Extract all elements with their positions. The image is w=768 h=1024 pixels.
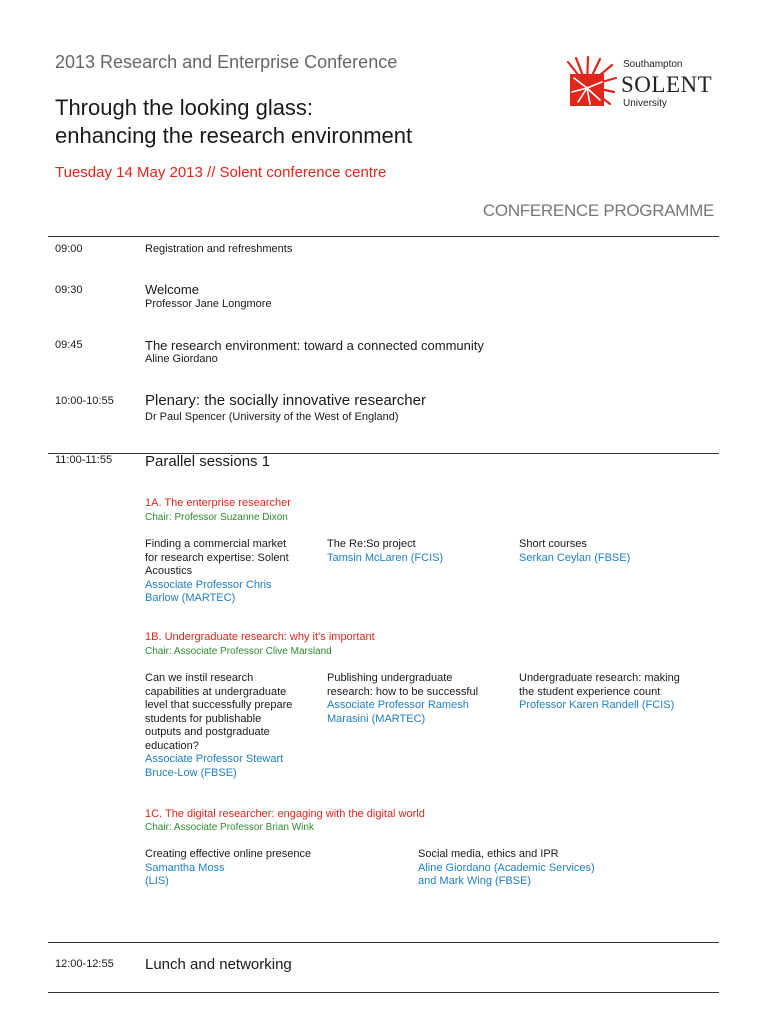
schedule-time: 09:00 — [55, 243, 83, 255]
session-item — [327, 672, 512, 726]
university-logo-icon — [566, 56, 618, 108]
session-item — [145, 538, 320, 606]
session-title-line: Short courses — [519, 538, 587, 550]
title-line-1: Through the looking glass: — [55, 95, 314, 120]
logo-text-southampton: Southampton — [623, 59, 683, 70]
session-title-line: Undergraduate research: making — [519, 672, 680, 684]
session-speaker: Samantha Moss — [145, 861, 225, 874]
programme-heading: CONFERENCE PROGRAMME — [482, 201, 714, 220]
session-speaker: Serkan Ceylan (FBSE) — [519, 551, 631, 564]
session-item — [519, 672, 719, 713]
schedule-time: 09:30 — [55, 284, 83, 296]
session-speaker: Barlow (MARTEC) — [145, 592, 236, 604]
track-chair: Chair: Associate Professor Brian Wink — [145, 822, 314, 833]
session-title-line: level that successfully prepare — [145, 699, 293, 711]
session-speaker: Aline Giordano (Academic Services) — [418, 861, 595, 874]
track-chair: Chair: Associate Professor Clive Marsland — [145, 646, 332, 657]
schedule-title: Parallel sessions 1 — [145, 453, 271, 470]
session-speaker: Tamsin McLaren (FCIS) — [327, 551, 444, 564]
schedule-speaker: Professor Jane Longmore — [145, 298, 272, 310]
divider — [48, 236, 719, 237]
title-line-2: enhancing the research environment — [55, 123, 413, 148]
track-title: 1C. The digital researcher: engaging with the digital world — [145, 808, 425, 820]
session-title-line: Can we instil research — [145, 672, 254, 684]
session-title-line: for research expertise: Solent — [145, 551, 289, 564]
schedule-time: 10:00-10:55 — [55, 395, 114, 407]
session-item — [145, 672, 323, 780]
session-title-line: Finding a commercial market — [145, 538, 287, 550]
session-speaker: and Mark Wing (FBSE) — [418, 875, 532, 887]
session-speaker: Professor Karen Randell (FCIS) — [519, 699, 675, 711]
session-title-line: research: how to be successful — [327, 685, 479, 698]
schedule-time: 09:45 — [55, 339, 83, 351]
track-title: 1B. Undergraduate research: why it’s important — [145, 631, 375, 643]
schedule-title: The research environment: toward a connected community — [145, 338, 484, 353]
session-title-line: capabilities at undergraduate — [145, 685, 287, 698]
schedule-time: 12:00-12:55 — [55, 958, 114, 970]
schedule-title: Welcome — [145, 282, 199, 297]
session-title-line: outputs and postgraduate — [145, 726, 270, 738]
session-title-line: Publishing undergraduate — [327, 672, 453, 684]
session-title-line: students for publishable — [145, 712, 262, 725]
session-item — [519, 538, 709, 565]
schedule-speaker: Dr Paul Spencer (University of the West of England) — [145, 411, 399, 423]
session-title-line: education? — [145, 739, 199, 752]
session-item — [418, 848, 678, 889]
track-chair: Chair: Professor Suzanne Dixon — [145, 512, 288, 523]
session-item — [327, 538, 512, 565]
session-speaker: Associate Professor Chris — [145, 578, 272, 591]
schedule-title: Lunch and networking — [145, 956, 292, 973]
divider — [48, 942, 719, 943]
session-item — [145, 848, 405, 889]
schedule-speaker: Aline Giordano — [145, 353, 218, 365]
date-venue: Tuesday 14 May 2013 // Solent conference centre — [55, 164, 387, 181]
session-title-line: the student experience count — [519, 685, 661, 698]
session-speaker: (LIS) — [145, 875, 169, 887]
conference-name: 2013 Research and Enterprise Conference — [55, 52, 398, 72]
schedule-time: 11:00-11:55 — [55, 454, 113, 466]
session-speaker: Marasini (MARTEC) — [327, 712, 426, 725]
session-speaker: Associate Professor Stewart — [145, 753, 284, 765]
logo-text-university: University — [623, 98, 667, 109]
session-speaker: Associate Professor Ramesh — [327, 699, 469, 711]
session-speaker: Bruce-Low (FBSE) — [145, 766, 237, 779]
session-title-line: Social media, ethics and IPR — [418, 848, 559, 860]
logo-text-solent: SOLENT — [621, 72, 713, 97]
schedule-title: Plenary: the socially innovative researcher — [145, 392, 426, 409]
session-title-line: The Re:So project — [327, 538, 416, 550]
session-title-line: Creating effective online presence — [145, 848, 312, 860]
track-title: 1A. The enterprise researcher — [145, 497, 291, 509]
divider — [48, 992, 719, 993]
session-title-line: Acoustics — [145, 565, 193, 577]
schedule-title: Registration and refreshments — [145, 243, 293, 255]
page-title — [55, 94, 412, 150]
